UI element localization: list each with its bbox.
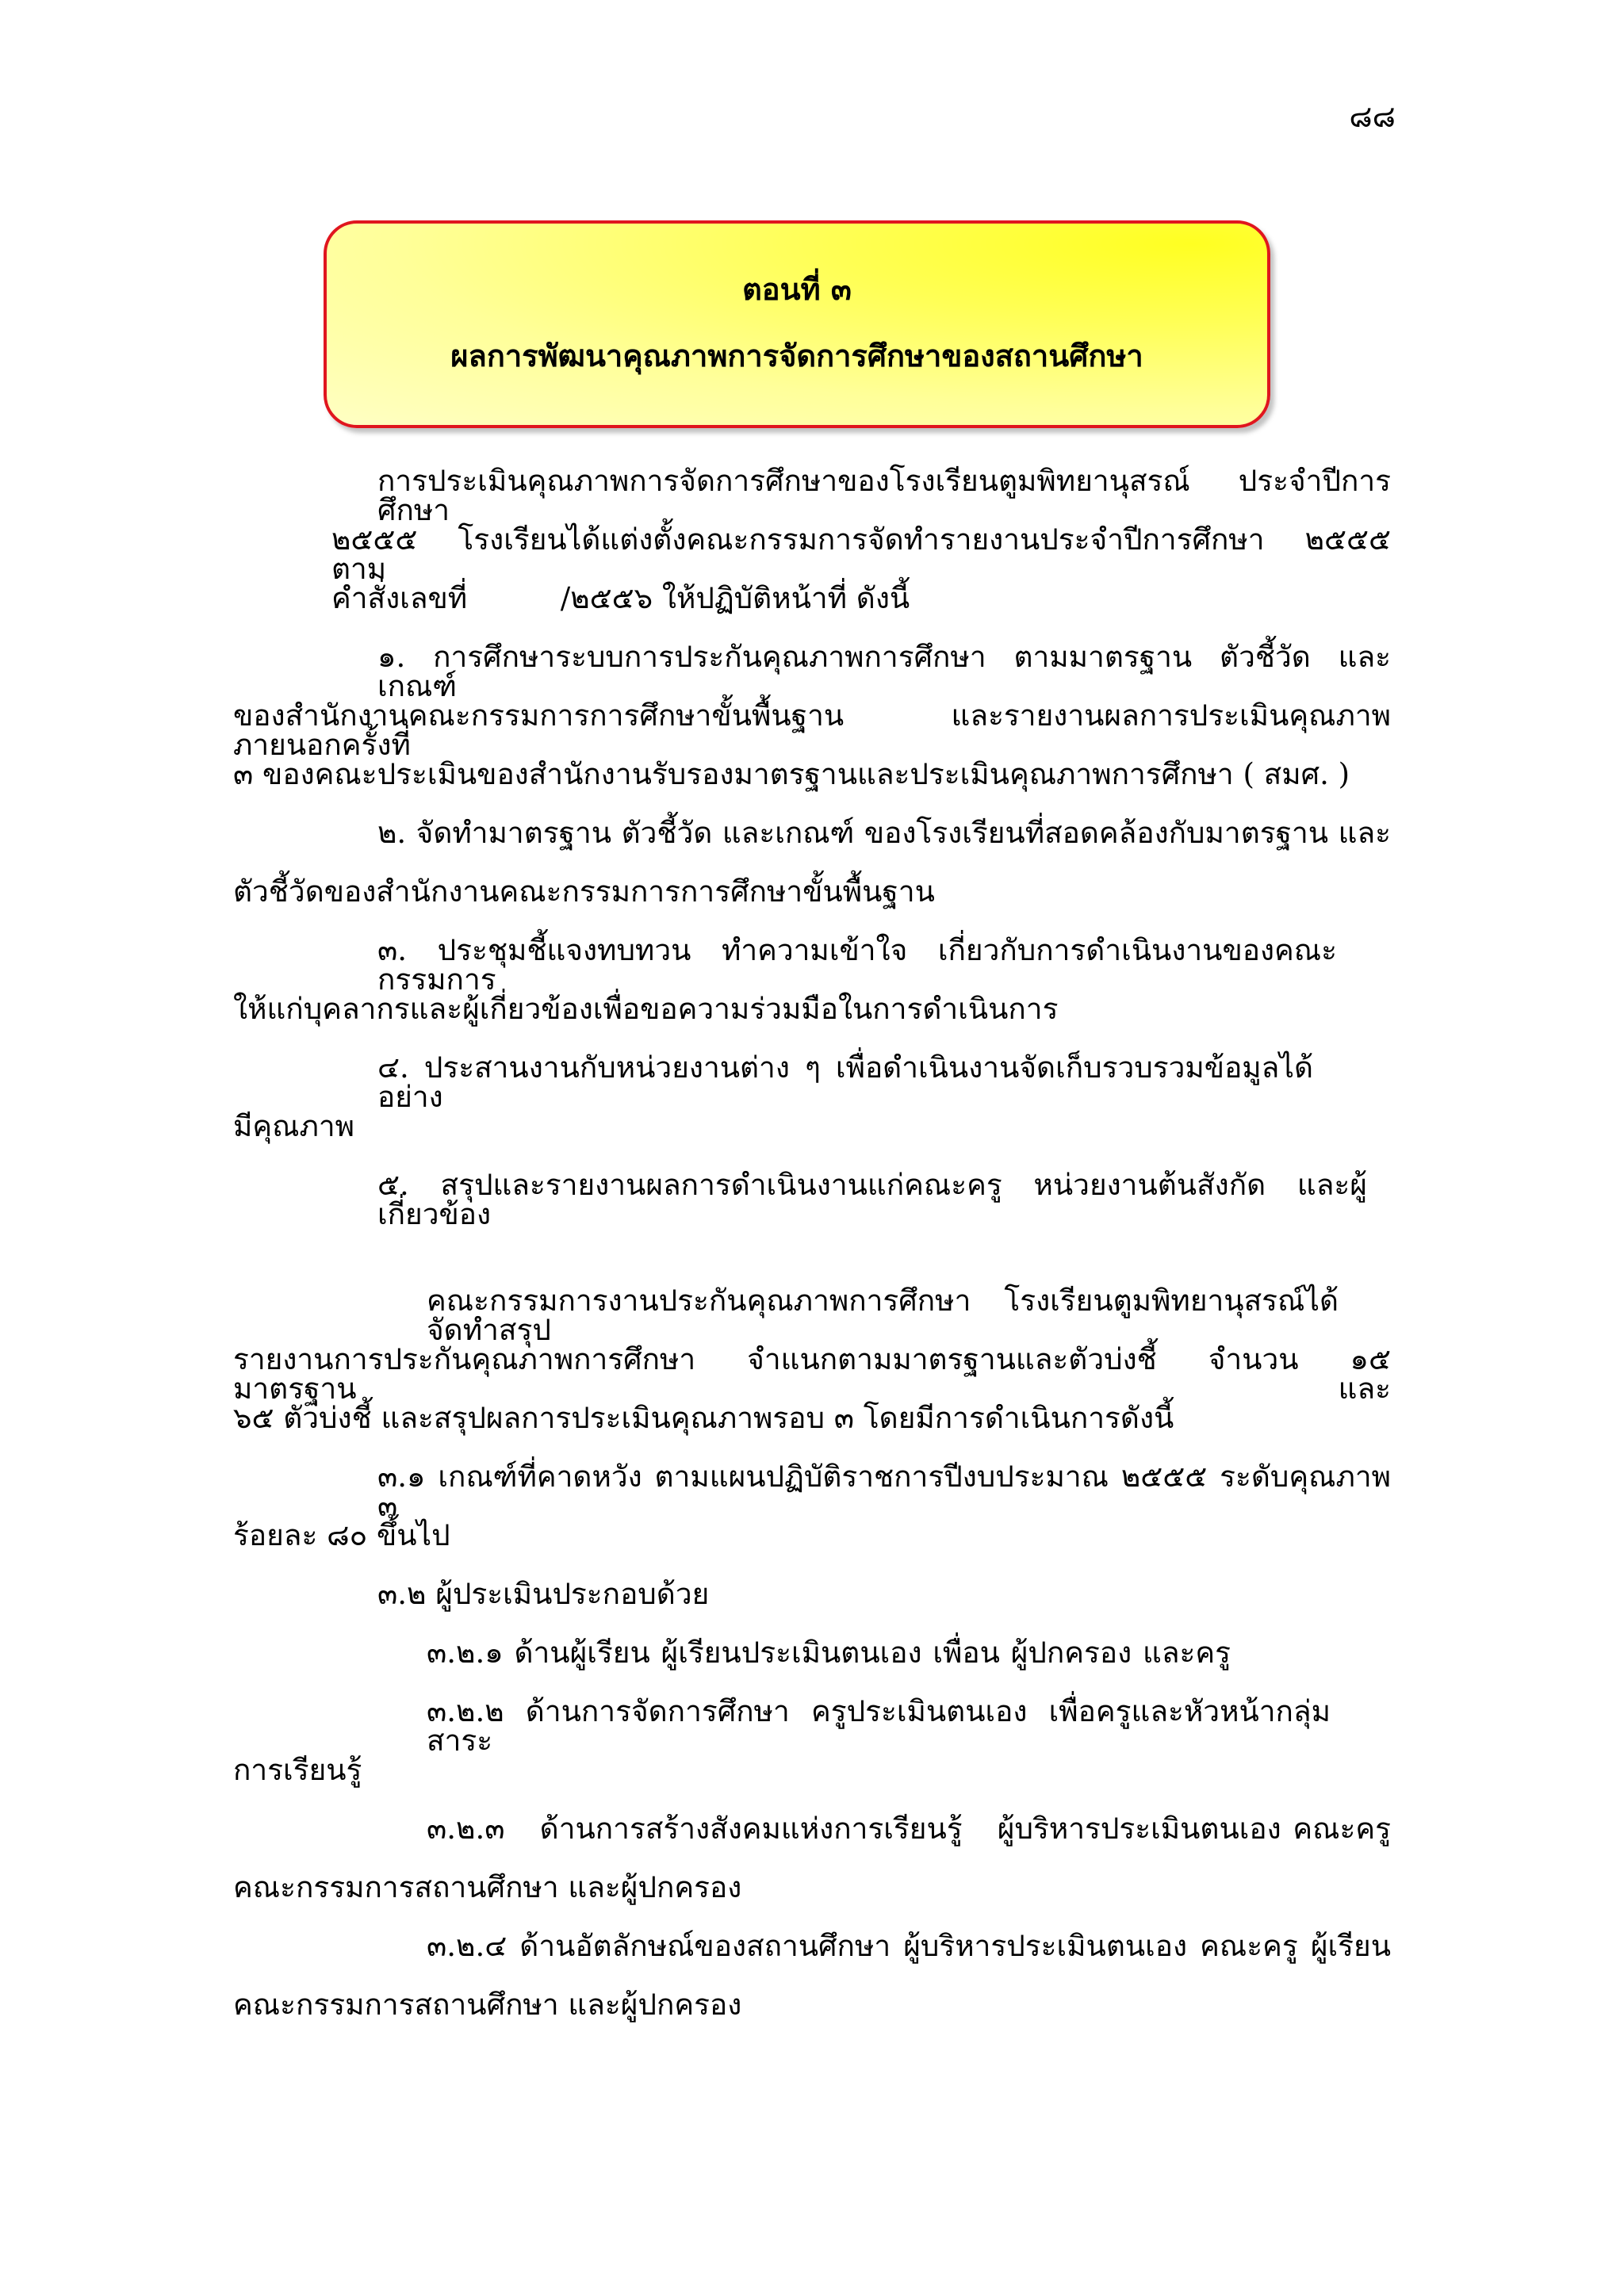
duty-1-line-2: ของสำนักงานคณะกรรมการการศึกษาขั้นพื้นฐาน และรายงานผลการประเมินคุณภาพภายนอกครั้งที่ [233, 698, 1391, 762]
criteria-3-1-line-1: ๓.๑ เกณฑ์ที่คาดหวัง ตามแผนปฏิบัติราชการปีงบประมาณ ๒๕๕๕ ระดับคุณภาพ ๓ [377, 1460, 1391, 1523]
criteria-3-2-3-line-2: คณะกรรมการสถานศึกษา และผู้ปกครอง [233, 1870, 742, 1904]
duty-4-line-2: มีคุณภาพ [233, 1109, 355, 1143]
section-part-label: ตอนที่ ๓ [742, 271, 852, 307]
summary-line-3: ๖๕ ตัวบ่งชี้ และสรุปผลการประเมินคุณภาพรอบ ๓ โดยมีการดำเนินการดังนี้ [233, 1401, 1174, 1435]
duty-1-line-3: ๓ ของคณะประเมินของสำนักงานรับรองมาตรฐานและประเมินคุณภาพการศึกษา ( สมศ. ) [233, 757, 1350, 791]
criteria-3-2-2-line-2: การเรียนรู้ [233, 1753, 362, 1787]
duty-2-line-2: ตัวชี้วัดของสำนักงานคณะกรรมการการศึกษาขั้นพื้นฐาน [233, 874, 935, 909]
criteria-3-2-4-line-2: คณะกรรมการสถานศึกษา และผู้ปกครอง [233, 1988, 742, 2022]
duty-5-line-1: ๕. สรุปและรายงานผลการดำเนินงานแก่คณะครู หน่วยงานต้นสังกัด และผู้เกี่ยวข้อง [377, 1168, 1367, 1231]
summary-line-1: คณะกรรมการงานประกันคุณภาพการศึกษา โรงเรียนตูมพิทยานุสรณ์ได้จัดทำสรุป [427, 1284, 1339, 1347]
intro-line-2: ๒๕๕๕ โรงเรียนได้แต่งตั้งคณะกรรมการจัดทำรายงานประจำปีการศึกษา ๒๕๕๕ ตาม [331, 522, 1391, 586]
criteria-3-2-1: ๓.๒.๑ ด้านผู้เรียน ผู้เรียนประเมินตนเอง เพื่อน ผู้ปกครอง และครู [427, 1636, 1231, 1670]
section-title-box [324, 220, 1270, 428]
duty-3-line-2: ให้แก่บุคลากรและผู้เกี่ยวข้องเพื่อขอความร่วมมือในการดำเนินการ [233, 992, 1059, 1026]
duty-3-line-1: ๓. ประชุมชี้แจงทบทวน ทำความเข้าใจ เกี่ยวกับการดำเนินงานของคณะกรรมการ [377, 933, 1337, 997]
duty-1-line-1: ๑. การศึกษาระบบการประกันคุณภาพการศึกษา ตามมาตรฐาน ตัวชี้วัด และเกณฑ์ [377, 640, 1391, 703]
duty-4-line-1: ๔. ประสานงานกับหน่วยงานต่าง ๆ เพื่อดำเนินงานจัดเก็บรวบรวมข้อมูลได้อย่าง [377, 1050, 1313, 1114]
section-title: ผลการพัฒนาคุณภาพการจัดการศึกษาของสถานศึกษา [450, 338, 1143, 373]
criteria-3-2-4-line-1: ๓.๒.๔ ด้านอัตลักษณ์ของสถานศึกษา ผู้บริหารประเมินตนเอง คณะครู ผู้เรียน [427, 1929, 1391, 1963]
criteria-3-1-line-2: ร้อยละ ๘๐ ขึ้นไป [233, 1518, 450, 1552]
intro-line-1: การประเมินคุณภาพการจัดการศึกษาของโรงเรียนตูมพิทยานุสรณ์ ประจำปีการศึกษา [377, 464, 1391, 527]
intro-line-3: คำสั่งเลขที่ /๒๕๕๖ ให้ปฏิบัติหน้าที่ ดังนี้ [331, 581, 910, 615]
summary-line-2: รายงานการประกันคุณภาพการศึกษา จำแนกตามมาตรฐานและตัวบ่งชี้ จำนวน ๑๕ มาตรฐาน และ [233, 1342, 1391, 1406]
criteria-3-2: ๓.๒ ผู้ประเมินประกอบด้วย [377, 1577, 710, 1611]
criteria-3-2-3-line-1: ๓.๒.๓ ด้านการสร้างสังคมแห่งการเรียนรู้ ผู้บริหารประเมินตนเอง คณะครู [427, 1812, 1391, 1846]
page-number: ๘๘ [1349, 99, 1396, 134]
criteria-3-2-2-line-1: ๓.๒.๒ ด้านการจัดการศึกษา ครูประเมินตนเอง เพื่อครูและหัวหน้ากลุ่มสาระ [427, 1694, 1331, 1758]
duty-2-line-1: ๒. จัดทำมาตรฐาน ตัวชี้วัด และเกณฑ์ ของโรงเรียนที่สอดคล้องกับมาตรฐาน และ [377, 816, 1391, 850]
